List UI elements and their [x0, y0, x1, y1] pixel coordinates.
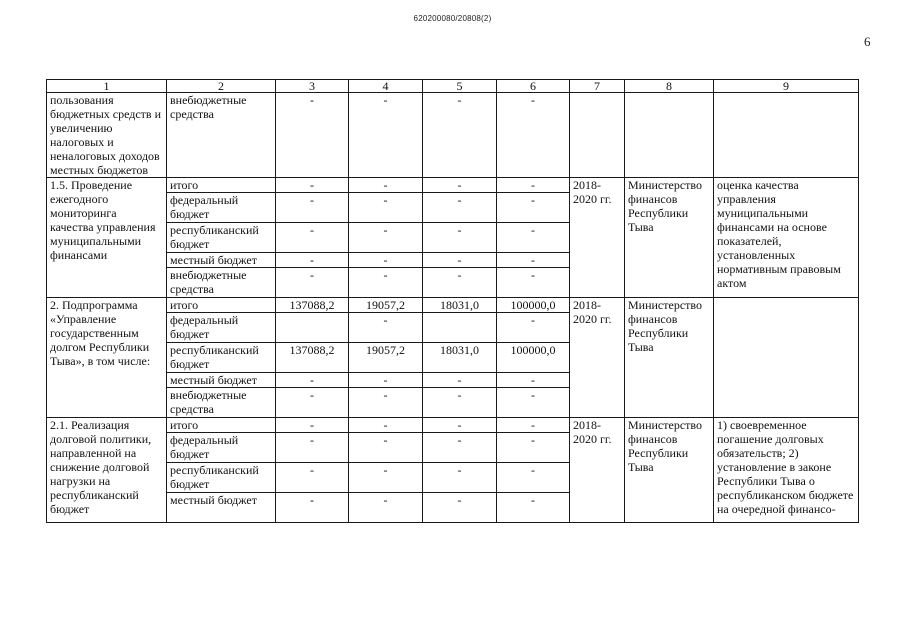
measure-description: 2.1. Реализация долговой политики, направленной на снижение долговой нагрузки на республиканский бюджет: [47, 418, 167, 523]
table-row: [47, 298, 859, 313]
amount-cell: 19057,2: [349, 343, 423, 373]
amount-cell: -: [276, 193, 349, 223]
measure-description: 2. Подпрограмма «Управление государственным долгом Республики Тыва», в том числе:: [47, 298, 167, 418]
indicator-cell: 1) своевременное погашение долговых обязательств; 2) установление в законе Республики Тыва о республиканском бюджете на очередной финансо-: [714, 418, 859, 523]
header-row: [47, 80, 859, 93]
executor-cell: Министерство финансов Республики Тыва: [625, 418, 714, 523]
table-row: [47, 418, 859, 433]
amount-cell: -: [497, 433, 570, 463]
amount-cell: -: [349, 493, 423, 523]
amount-cell: -: [349, 373, 423, 388]
amount-cell: -: [349, 418, 423, 433]
indicator-cell: [714, 298, 859, 418]
amount-cell: -: [423, 418, 497, 433]
amount-cell: -: [276, 223, 349, 253]
amount-cell: -: [497, 313, 570, 343]
header-cell: 5: [423, 80, 497, 93]
amount-cell: -: [276, 253, 349, 268]
funding-source: федеральный бюджет: [167, 433, 276, 463]
amount-cell: -: [423, 223, 497, 253]
amount-cell: -: [276, 178, 349, 193]
amount-cell: -: [349, 223, 423, 253]
amount-cell: 100000,0: [497, 343, 570, 373]
amount-cell: -: [423, 193, 497, 223]
amount-cell: -: [497, 373, 570, 388]
measure-description: пользования бюджетных средств и увеличению налоговых и неналоговых доходов местных бюджетов: [47, 93, 167, 178]
indicator-cell: оценка качества управления муниципальными финансами на основе показателей, установленных нормативным правовым актом: [714, 178, 859, 298]
amount-cell: -: [276, 493, 349, 523]
header-cell: 3: [276, 80, 349, 93]
amount-cell: -: [349, 193, 423, 223]
amount-cell: -: [349, 268, 423, 298]
amount-cell: -: [276, 93, 349, 178]
amount-cell: 137088,2: [276, 298, 349, 313]
funding-source: внебюджетные средства: [167, 388, 276, 418]
header-cell: 6: [497, 80, 570, 93]
amount-cell: -: [276, 418, 349, 433]
measure-description: 1.5. Проведение ежегодного мониторинга качества управления муниципальными финансами: [47, 178, 167, 298]
amount-cell: -: [276, 463, 349, 493]
amount-cell: -: [497, 193, 570, 223]
period-cell: 2018-2020 гг.: [570, 298, 625, 418]
amount-cell: -: [423, 493, 497, 523]
amount-cell: -: [423, 433, 497, 463]
header-cell: 2: [167, 80, 276, 93]
header-cell: 7: [570, 80, 625, 93]
header-cell: 9: [714, 80, 859, 93]
amount-cell: -: [497, 463, 570, 493]
amount-cell: -: [349, 93, 423, 178]
amount-cell: -: [497, 93, 570, 178]
funding-source: местный бюджет: [167, 253, 276, 268]
amount-cell: -: [349, 463, 423, 493]
amount-cell: -: [497, 418, 570, 433]
funding-source: внебюджетные средства: [167, 93, 276, 178]
amount-cell: -: [423, 463, 497, 493]
funding-source: местный бюджет: [167, 493, 276, 523]
funding-source: внебюджетные средства: [167, 268, 276, 298]
amount-cell: 18031,0: [423, 343, 497, 373]
amount-cell: -: [497, 178, 570, 193]
amount-cell: [423, 313, 497, 343]
period-cell: 2018-2020 гг.: [570, 178, 625, 298]
table-row: [47, 93, 859, 178]
amount-cell: -: [497, 223, 570, 253]
document-id: 620200080/20808(2): [413, 14, 492, 23]
amount-cell: -: [423, 253, 497, 268]
amount-cell: -: [423, 268, 497, 298]
period-cell: 2018-2020 гг.: [570, 418, 625, 523]
header-cell: 8: [625, 80, 714, 93]
amount-cell: -: [349, 388, 423, 418]
table-body: [47, 93, 859, 523]
amount-cell: -: [349, 313, 423, 343]
amount-cell: -: [497, 493, 570, 523]
amount-cell: -: [423, 178, 497, 193]
amount-cell: -: [423, 388, 497, 418]
indicator-cell: [714, 93, 859, 178]
amount-cell: 100000,0: [497, 298, 570, 313]
header-cell: 1: [47, 80, 167, 93]
funding-source: федеральный бюджет: [167, 313, 276, 343]
funding-source: республиканский бюджет: [167, 463, 276, 493]
funding-source: итого: [167, 178, 276, 193]
amount-cell: -: [423, 373, 497, 388]
amount-cell: [276, 313, 349, 343]
amount-cell: -: [276, 373, 349, 388]
amount-cell: -: [497, 388, 570, 418]
amount-cell: 19057,2: [349, 298, 423, 313]
executor-cell: [625, 93, 714, 178]
funding-source: итого: [167, 418, 276, 433]
amount-cell: -: [276, 268, 349, 298]
header-cell: 4: [349, 80, 423, 93]
amount-cell: -: [423, 93, 497, 178]
executor-cell: Министерство финансов Республики Тыва: [625, 298, 714, 418]
funding-source: республиканский бюджет: [167, 343, 276, 373]
period-cell: [570, 93, 625, 178]
amount-cell: -: [497, 253, 570, 268]
amount-cell: -: [276, 388, 349, 418]
funding-source: федеральный бюджет: [167, 193, 276, 223]
amount-cell: -: [349, 433, 423, 463]
amount-cell: -: [497, 268, 570, 298]
amount-cell: 18031,0: [423, 298, 497, 313]
amount-cell: -: [276, 433, 349, 463]
funding-source: республиканский бюджет: [167, 223, 276, 253]
page-number: 6: [864, 34, 871, 49]
budget-table: [46, 79, 859, 523]
funding-source: итого: [167, 298, 276, 313]
amount-cell: -: [349, 178, 423, 193]
amount-cell: -: [349, 253, 423, 268]
table-row: [47, 178, 859, 193]
funding-source: местный бюджет: [167, 373, 276, 388]
amount-cell: 137088,2: [276, 343, 349, 373]
executor-cell: Министерство финансов Республики Тыва: [625, 178, 714, 298]
